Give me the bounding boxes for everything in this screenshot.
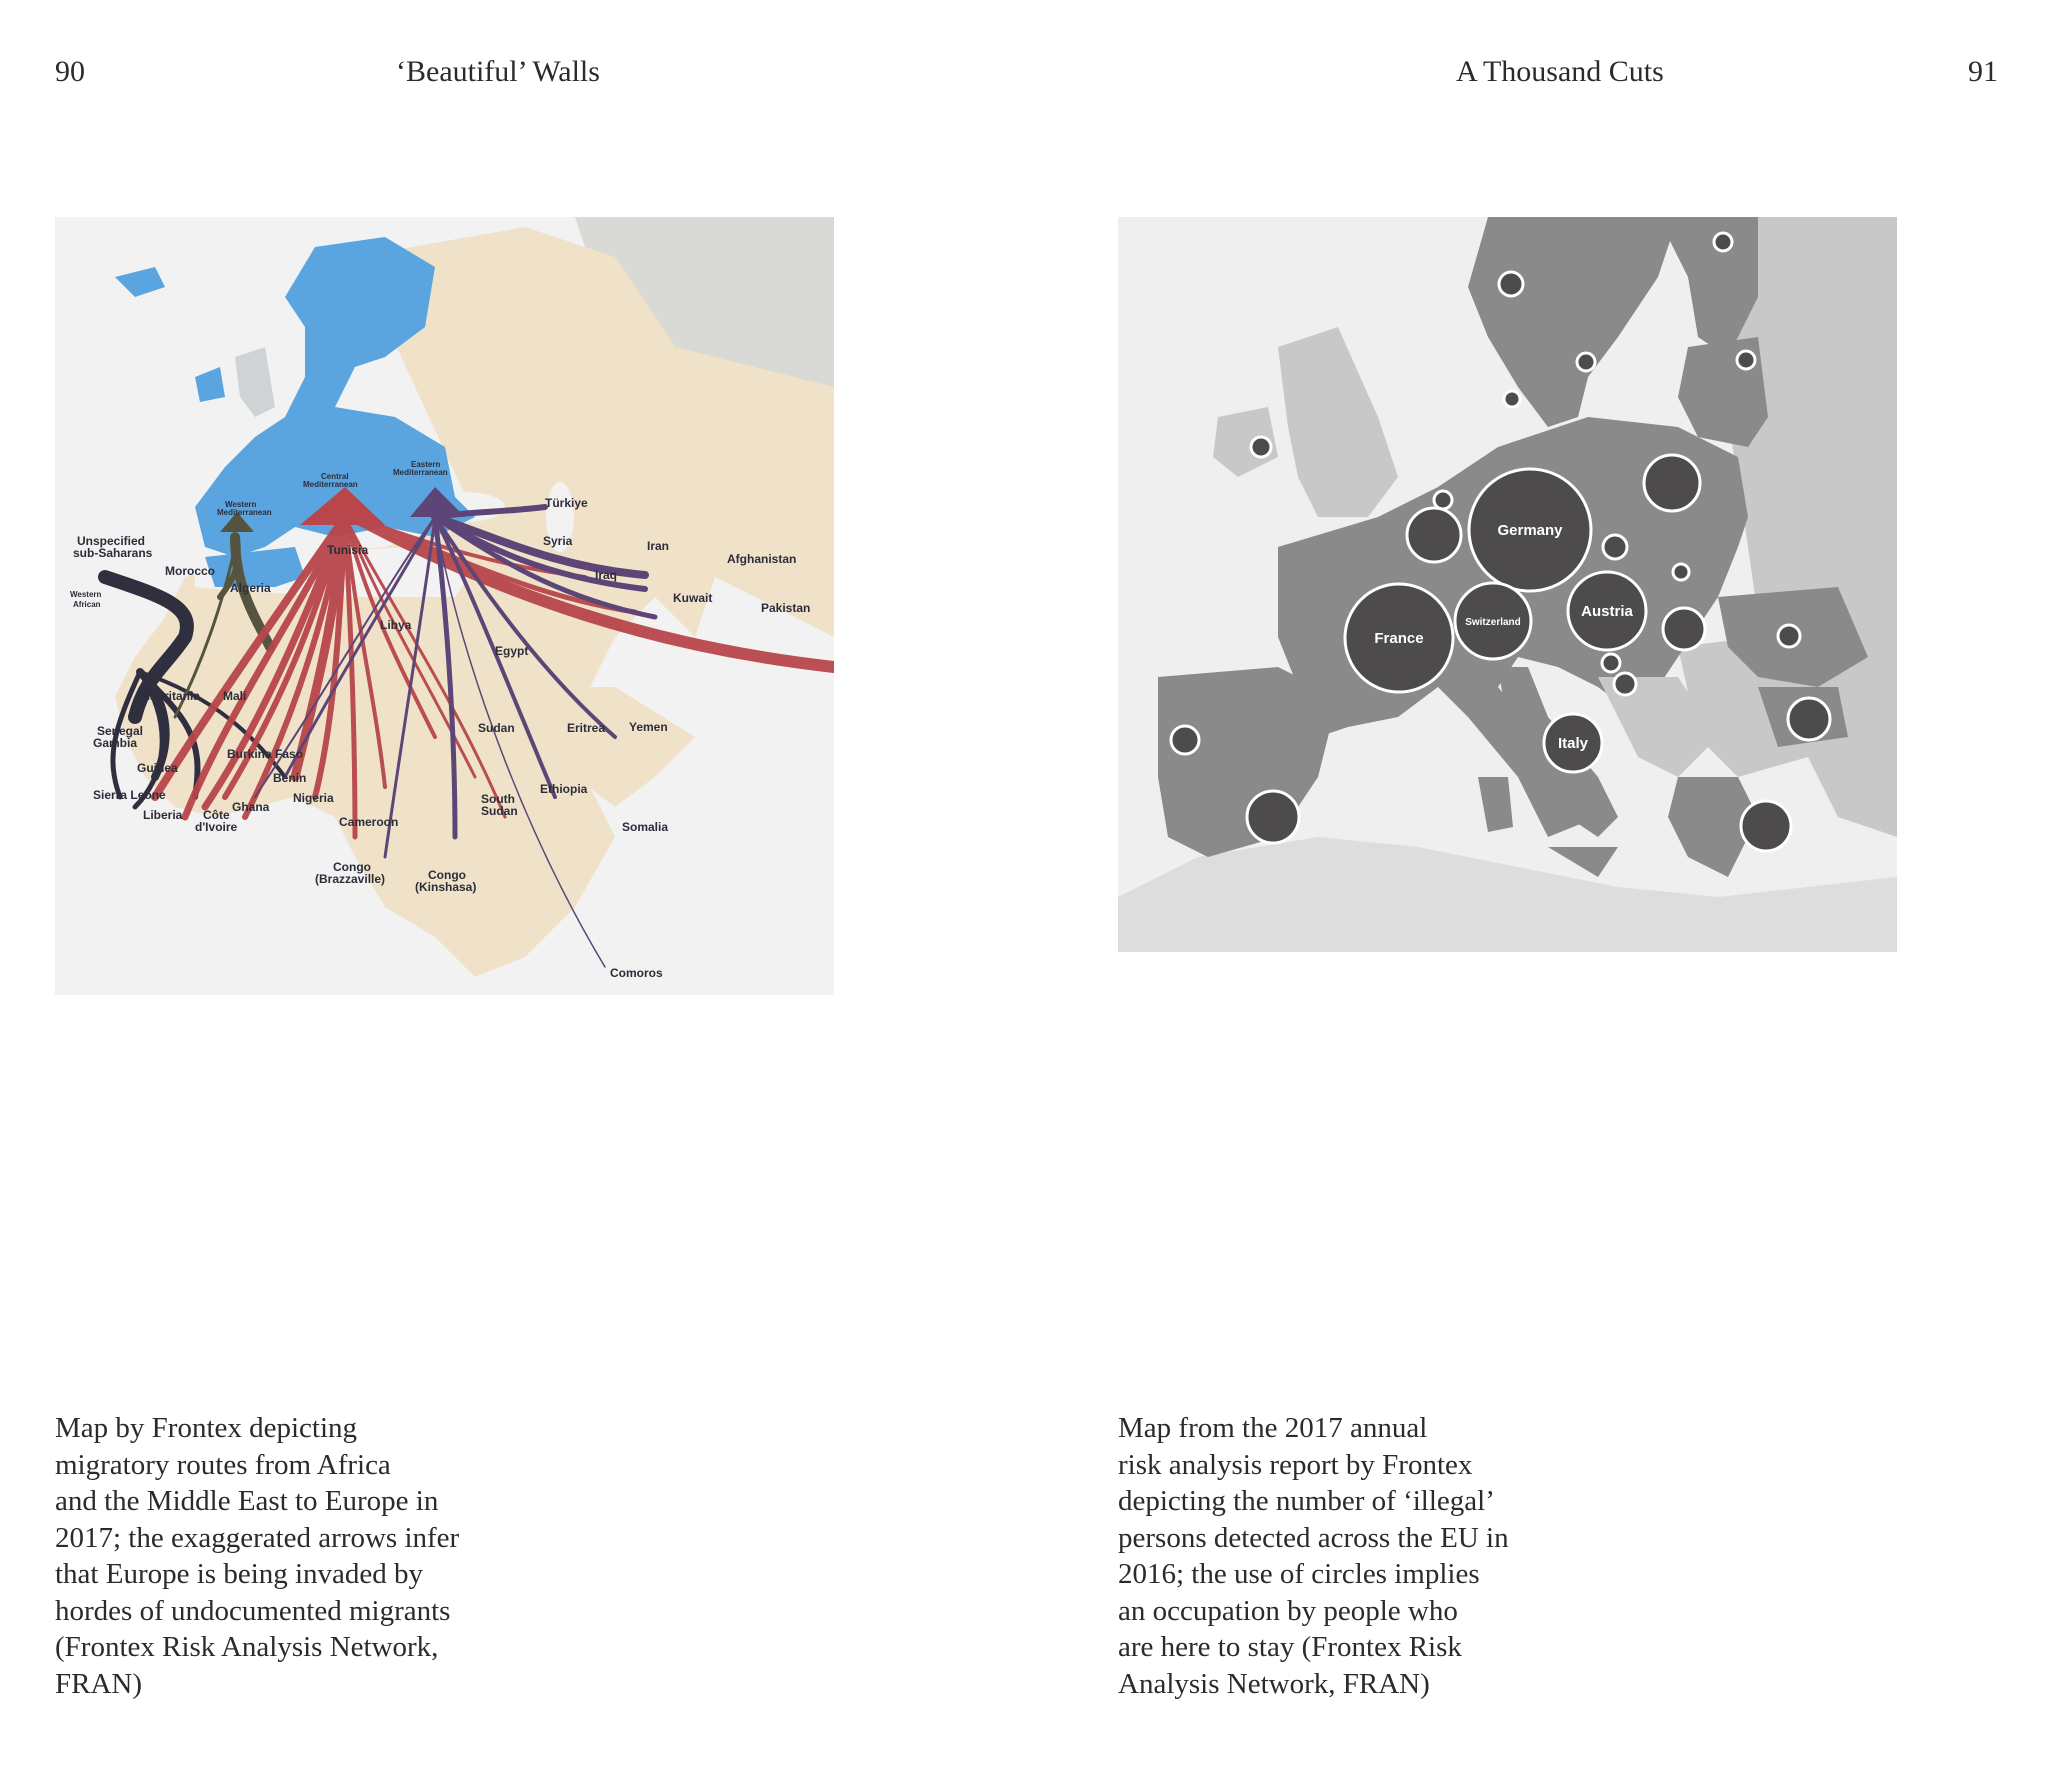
caption-line: (Frontex Risk Analysis Network,: [55, 1631, 439, 1663]
migration-routes-map: [55, 217, 834, 995]
label-iraq: Iraq: [595, 568, 618, 582]
label-guinea: Guinea: [137, 761, 178, 775]
caption-line: and the Middle East to Europe in: [55, 1485, 439, 1517]
label-senegal: Senegal: [97, 724, 144, 738]
label-eastern-med-2: Mediterranean: [393, 468, 448, 477]
caption-line: Map by Frontex depicting: [55, 1412, 358, 1444]
detections-circle-map-svg: [1118, 217, 1897, 952]
label-turkiye: Türkiye: [545, 496, 588, 510]
label-mauritania: Mauritania: [140, 689, 201, 703]
label-ethiopia: Ethiopia: [540, 782, 588, 796]
label-african: African: [73, 600, 101, 609]
label-yemen: Yemen: [629, 720, 668, 734]
label-western-med: Western: [225, 500, 257, 509]
label-unspecified: Unspecified: [77, 534, 146, 548]
right-map-caption: [1118, 1410, 1578, 1702]
label-italy: Italy: [1557, 735, 1589, 752]
left-running-title: ‘Beautiful’ Walls: [396, 55, 600, 88]
label-algeria: Algeria: [230, 581, 271, 595]
label-mali: Mali: [223, 689, 247, 703]
label-comoros: Comoros: [610, 966, 663, 980]
label-austria: Austria: [1581, 603, 1633, 620]
caption-line: 2017; the exaggerated arrows infer: [55, 1521, 460, 1554]
caption-line: persons detected across the EU in: [1118, 1521, 1509, 1554]
caption-line: an occupation by people who: [1118, 1594, 1458, 1627]
label-cameroon: Cameroon: [339, 815, 399, 829]
caption-line: Analysis Network, FRAN): [1118, 1667, 1430, 1700]
label-gambia: Gambia: [93, 736, 138, 750]
label-sierra-leone: Sierra Leone: [93, 788, 166, 802]
label-france: France: [1374, 630, 1424, 647]
caption-line: 2016; the use of circles implies: [1118, 1558, 1480, 1590]
label-sudan: Sudan: [478, 721, 515, 735]
label-brazzaville: (Brazzaville): [315, 872, 386, 886]
label-somalia: Somalia: [622, 820, 669, 834]
caption-line: depicting the number of ‘illegal’: [1118, 1485, 1495, 1517]
left-map-caption: [55, 1410, 515, 1702]
label-germany: Germany: [1497, 522, 1563, 539]
label-eastern-med: Eastern: [411, 460, 441, 469]
label-divoire: d'Ivoire: [195, 820, 238, 834]
label-iran: Iran: [647, 539, 670, 553]
label-libya: Libya: [380, 618, 412, 632]
caption-line: Map from the 2017 annual: [1118, 1412, 1428, 1444]
label-syria: Syria: [543, 534, 573, 548]
label-south: South: [481, 792, 515, 806]
caption-line: migratory routes from Africa: [55, 1448, 391, 1481]
label-liberia: Liberia: [143, 808, 183, 822]
label-tunisia: Tunisia: [327, 543, 369, 557]
label-nigeria: Nigeria: [293, 791, 334, 805]
migration-routes-map-svg: [55, 217, 834, 995]
right-running-title: A Thousand Cuts: [1456, 55, 1664, 88]
label-sub-saharans: sub-Saharans: [73, 546, 153, 560]
label-egypt: Egypt: [495, 644, 529, 658]
label-central-med: Central: [321, 472, 349, 481]
right-page-number: 91: [1968, 55, 1998, 88]
label-central-med-2: Mediterranean: [303, 480, 358, 489]
label-switzerland: Switzerland: [1465, 617, 1521, 628]
caption-line: risk analysis report by Frontex: [1118, 1448, 1473, 1481]
label-kinshasa: (Kinshasa): [415, 880, 477, 894]
label-pakistan: Pakistan: [761, 601, 811, 615]
left-page-number: 90: [55, 55, 85, 88]
label-burkina-faso: Burkina Faso: [227, 747, 304, 761]
caption-line: FRAN): [55, 1667, 143, 1700]
label-western: Western: [70, 590, 102, 599]
label-congo-1: Congo: [333, 860, 371, 874]
label-afghanistan: Afghanistan: [727, 552, 797, 566]
label-south-sudan: Sudan: [481, 804, 518, 818]
label-morocco: Morocco: [165, 564, 216, 578]
label-congo-2: Congo: [428, 868, 466, 882]
label-benin: Benin: [273, 771, 307, 785]
caption-line: hordes of undocumented migrants: [55, 1594, 451, 1627]
label-ghana: Ghana: [232, 800, 270, 814]
label-kuwait: Kuwait: [673, 591, 713, 605]
detections-circle-map: [1118, 217, 1897, 952]
label-western-med-2: Mediterranean: [217, 508, 272, 517]
caption-line: that Europe is being invaded by: [55, 1558, 424, 1590]
caption-line: are here to stay (Frontex Risk: [1118, 1631, 1462, 1663]
label-cote: Côte: [203, 808, 230, 822]
label-eritrea: Eritrea: [567, 721, 606, 735]
